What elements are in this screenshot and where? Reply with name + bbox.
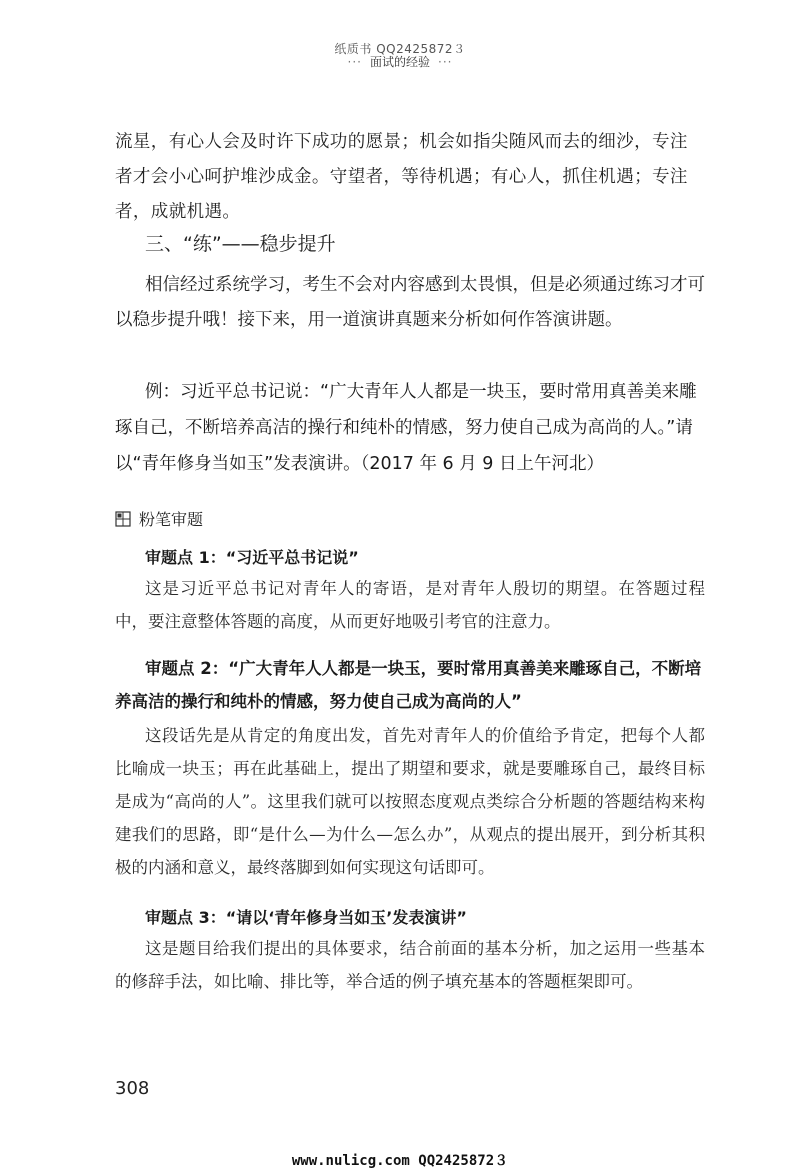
- header-title: 面试的经验: [369, 55, 430, 69]
- watermark-top: 纸质书 QQ2425872３: [334, 42, 466, 56]
- section-heading: 三、“练”——稳步提升: [145, 233, 336, 255]
- footer-watermark: www.nulicg.com QQ2425872３: [291, 1153, 509, 1169]
- page-number: 308: [115, 1078, 150, 1099]
- analysis-label: 粉笔审题: [139, 510, 204, 529]
- point-1-body: 这是习近平总书记对青年人的寄语，是对青年人殷切的期望。在答题过程中，要注意整体答题的高度，从而更好地吸引考官的注意力。: [115, 579, 705, 631]
- point-2-title: 审题点 2：“广大青年人人都是一块玉，要时常用真善美来雕琢自己，不断培养高洁的操行和纯朴的情感，努力使自己成为高尚的人”: [115, 659, 702, 711]
- grid-icon: [115, 511, 131, 527]
- example-question: 例：习近平总书记说：“广大青年人人都是一块玉，要时常用真善美来雕琢自己，不断培养高洁的操行和纯朴的情感，努力使自己成为高尚的人。”请以“青年修身当如玉”发表演讲。（2017 年 6 月 9 日上午河北）: [115, 382, 697, 474]
- intro-paragraph: 流星，有心人会及时许下成功的愿景；机会如指尖随风而去的细沙，专注者才会小心呵护堆沙成金。守望者，等待机遇；有心人，抓住机遇；专注者，成就机遇。: [115, 132, 688, 222]
- header-dots-left: ···: [347, 55, 362, 69]
- point-3-title: 审题点 3：“请以‘青年修身当如玉’发表演讲”: [145, 908, 467, 927]
- running-header: [0, 53, 800, 70]
- header-dots-right: ···: [438, 55, 453, 69]
- point-2-body: 这段话先是从肯定的角度出发，首先对青年人的价值给予肯定，把每个人都比喻成一块玉；再在此基础上，提出了期望和要求，就是要雕琢自己，最终目标是成为“高尚的人”。这里我们就可以按照态度观点类综合分析题的答题结构来构建我们的思路，即“是什么—为什么—怎么办”，从观点的提出展开，到分析其积极的内涵和意义，最终落脚到如何实现这句话即可。: [115, 726, 705, 877]
- analysis-label-row: [115, 507, 203, 530]
- section-paragraph: 相信经过系统学习，考生不会对内容感到太畏惧，但是必须通过练习才可以稳步提升哦！接下来，用一道演讲真题来分析如何作答演讲题。: [115, 275, 705, 330]
- point-1-title: 审题点 1：“习近平总书记说”: [145, 548, 359, 567]
- point-3-body: 这是题目给我们提出的具体要求，结合前面的基本分析，加之运用一些基本的修辞手法，如比喻、排比等，举合适的例子填充基本的答题框架即可。: [115, 939, 705, 991]
